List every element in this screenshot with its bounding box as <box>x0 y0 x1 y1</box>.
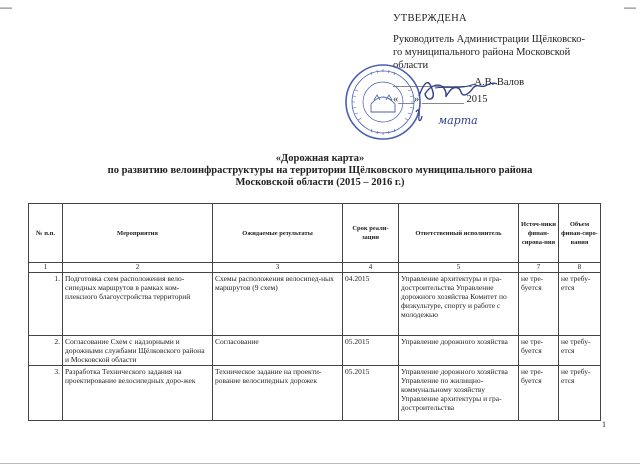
corner-dash-right: — <box>624 0 636 14</box>
column-number: 2 <box>63 263 213 273</box>
approval-date-line: «___» ________ 2015 <box>393 94 488 105</box>
table-row <box>29 336 601 366</box>
row-volume: не требу-ется <box>559 273 601 336</box>
row-result: Согласование <box>213 336 343 366</box>
document-title <box>0 153 640 189</box>
column-number: 7 <box>519 263 559 273</box>
row-result: Техническое задание на проекти-рование велосипедных дорожек <box>213 366 343 421</box>
row-volume: не требу-ется <box>559 336 601 366</box>
row-number: 2. <box>29 336 63 366</box>
row-term: 05.2015 <box>343 336 399 366</box>
official-seal-stamp <box>343 62 423 142</box>
table-header-cell: Источ-ники финан-сирова-ния <box>519 204 559 263</box>
approval-position-line: области <box>393 60 429 71</box>
table-row <box>29 273 601 336</box>
table-header-cell: № п.п. <box>29 204 63 263</box>
table-header-row <box>29 204 601 263</box>
approval-heading: УТВЕРЖДЕНА <box>393 13 467 24</box>
approval-signature-line: _______________ А.В. Валов <box>393 77 525 88</box>
column-number: 1 <box>29 263 63 273</box>
table-header-cell: Ответственный исполнитель <box>399 204 519 263</box>
table-header-cell: Ожидаемые результаты <box>213 204 343 263</box>
row-volume: не требу-ется <box>559 366 601 421</box>
column-number: 5 <box>399 263 519 273</box>
row-event: Подготовка схем расположения вело-сипедных маршрутов в рамках ком-плексного благоустройства территорий <box>63 273 213 336</box>
row-number: 3. <box>29 366 63 421</box>
row-source: не тре-буется <box>519 273 559 336</box>
column-number: 3 <box>213 263 343 273</box>
row-result: Схемы расположения велосипед-ных маршрутов (9 схем) <box>213 273 343 336</box>
row-term: 04.2015 <box>343 273 399 336</box>
page-number: 1 <box>602 420 606 429</box>
row-event: Разработка Технического задания на проектирование велосипедных доро-жек <box>63 366 213 421</box>
title-line: по развитию велоинфраструктуры на территории Щёлковского муниципального района <box>107 165 533 176</box>
title-line: «Дорожная карта» <box>275 153 365 164</box>
column-number: 4 <box>343 263 399 273</box>
page-bottom-edge <box>0 463 640 464</box>
table-header-cell: Объем финан-сиро-вания <box>559 204 601 263</box>
row-executor: Управление дорожного хозяйства Управление по жилищно-коммунальному хозяйству Управление архитектуры и гра-достроительства <box>399 366 519 421</box>
row-term: 05.2015 <box>343 366 399 421</box>
table-header-cell: Срок реали-зации <box>343 204 399 263</box>
row-event: Согласование Схем с надзорными и дорожными службами Щёлковского района и Московской области <box>63 336 213 366</box>
table-header-cell: Мероприятия <box>63 204 213 263</box>
row-number: 1. <box>29 273 63 336</box>
row-executor: Управление дорожного хозяйства <box>399 336 519 366</box>
handwritten-date-mark <box>412 104 482 130</box>
handwritten-signature <box>415 74 500 108</box>
roadmap-table <box>28 203 601 421</box>
approval-position-line: го муниципального района Московской <box>393 47 571 58</box>
row-source: не тре-буется <box>519 366 559 421</box>
table-column-numbers-row <box>29 263 601 273</box>
handwritten-month: марта <box>438 114 478 127</box>
corner-dash-left: — <box>0 0 12 14</box>
table-row <box>29 366 601 421</box>
row-executor: Управление архитектуры и гра-достроительства Управление дорожного хозяйства Комитет по физкультуре, спорту и работе с молодежью <box>399 273 519 336</box>
row-source: не тре-буется <box>519 336 559 366</box>
approval-position-line: Руководитель Администрации Щёлковско- <box>393 34 585 45</box>
title-line: Московской области (2015 – 2016 г.) <box>235 177 405 188</box>
column-number: 8 <box>559 263 601 273</box>
